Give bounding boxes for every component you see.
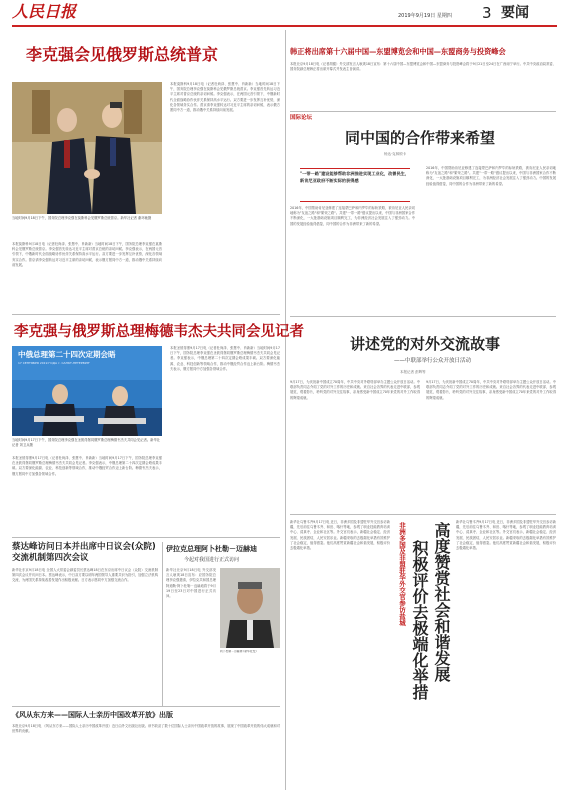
masthead-rule bbox=[12, 25, 557, 27]
press-conference-photo bbox=[12, 346, 162, 436]
article-b3-body-left: 9月17日，为庆祝新中国成立70周年，中共中央对外联络部举办主题公众开放日活动。中联部负责同志介绍了党的对外工作的历史和成就。来自社会各界的代表走进中联部，参观展览，观看影片，聆听党的对外交往故事，亲身感受新中国成立70年来党的对外工作取得的辉煌成就。 bbox=[290, 380, 420, 400]
section-name: 要闻 bbox=[501, 5, 529, 21]
article-b1-headline: 韩正将出席第十六届中国—东盟博览会和中国—东盟商务与投资峰会 bbox=[290, 47, 506, 56]
article-b4-body-right: 新华社乌鲁木齐9月17日电 近日，非洲多国及非盟驻华外交官参访新疆，先后前往乌鲁木齐、和田、喀什等地，参观了职业技能教育培训中心、清真寺、企业和社区等。外交官们表示，新疆社会稳定、经济发展、民族团结，人民安居乐业。新疆采取的去极端化举措有效维护了社会稳定，值得借鉴。他们高度赞赏新疆社会和谐发展，积极评价去极端化举措。 bbox=[456, 520, 556, 551]
article-4-caption: 阿卜杜勒－迈赫迪 (新华社发) bbox=[220, 650, 257, 653]
article-1-caption: 当地时间9月18日下午，国务院总理李克强在莫斯科会见俄罗斯总统普京。新华社记者 谢环驰摄 bbox=[12, 216, 152, 220]
article-2-headline: 李克强与俄罗斯总理梅德韦杰夫共同会见记者 bbox=[14, 324, 304, 340]
article-4-body: 新华社北京9月18日电 外交部发言人耿爽18日宣布：应国务院总理李克强邀请，伊拉克共和国总理阿迪勒·阿卜杜勒－迈赫迪将于9月19日至23日对中国进行正式访问。 bbox=[166, 568, 216, 599]
article-b4-side-label: 非洲多国及非盟驻华外交官参访盐城 bbox=[398, 522, 406, 626]
article-b2-headline: 同中国的合作带来希望 bbox=[345, 129, 496, 147]
article-1-body-left: 本报莫斯科9月18日电（记者杜尚泽、张慧中、肖新新）当地时间18日下午，国务院总理李克强在莫斯科会见俄罗斯总统普京。李克强首先转达习近平主席对普京总统的亲切问候。李克强表示，在两国元首引领下，中俄新时代全面战略协作伙伴关系保持高水平运行。双方要进一步发挥互补优势，深化各领域务实合作。普京请李克强转达对习近平主席的亲切问候，表示俄方愿同中方一道，推动俄中关系持续向前发展。 bbox=[12, 242, 162, 267]
divider bbox=[162, 542, 163, 706]
article-1-body-right: 本报莫斯科9月18日电（记者杜尚泽、张慧中、肖新新）当地时间18日下午，国务院总理李克强在莫斯科会见俄罗斯总统普京。李克强首先转达习近平主席对普京总统的亲切问候。李克强表示，在两国元首引领下，中俄新时代全面战略协作伙伴关系保持高水平运行。双方要进一步发挥互补优势，深化各领域务实合作。普京请李克强转达对习近平主席的亲切问候，表示俄方愿同中方一道，推动俄中关系持续向前发展。 bbox=[170, 82, 280, 113]
backdrop-title: 中俄总理第二十四次定期会晤 bbox=[18, 350, 116, 359]
article-b4-headline-2: 积极评价去极端化举措 bbox=[410, 540, 429, 700]
divider bbox=[290, 111, 556, 112]
article-b2-body-right: 2016年，中国帮助肯尼亚修建了连接蒙巴萨和内罗毕的标轨铁路，被肯尼亚人民亲切地称为"友谊之路"和"繁荣之路"。共建"一带一路"倡议提出以来，中国与非洲国家合作不断深化，一大批基础设施项目顺利完工，为非洲经济社会发展注入了强劲动力。中国的发展经验值得借鉴，同中国的合作为非洲带来了新的希望。 bbox=[426, 166, 556, 186]
article-4-photo bbox=[220, 568, 280, 648]
divider bbox=[12, 537, 280, 538]
article-1-headline: 李克强会见俄罗斯总统普京 bbox=[26, 45, 219, 64]
page-number: 3 bbox=[482, 4, 492, 22]
divider bbox=[12, 706, 280, 707]
issue-date: 2019年9月19日 星期四 bbox=[398, 13, 452, 19]
article-2-photo bbox=[12, 346, 162, 436]
article-b3-headline: 讲述党的对外交流故事 bbox=[350, 335, 501, 353]
article-b3-body-right: 9月17日，为庆祝新中国成立70周年，中共中央对外联络部举办主题公众开放日活动。中联部负责同志介绍了党的对外工作的历史和成就。来自社会各界的代表走进中联部，参观展览，观看影片，聆听党的对外交往故事，亲身感受新中国成立70年来党的对外工作取得的辉煌成就。 bbox=[426, 380, 556, 400]
portrait-photo bbox=[220, 568, 280, 648]
article-1-photo bbox=[12, 82, 162, 214]
backdrop-subtitle: 17 СЕНТЯБРЯ 2019 ГОДА г. САНКТ-ПЕТЕРБУРГ bbox=[18, 361, 91, 365]
article-5-headline: 《风从东方来——国际人士亲历中国改革开放》出版 bbox=[12, 711, 173, 719]
newspaper-logo: 人民日报 bbox=[12, 2, 77, 21]
article-2-caption: 当地时间9月17日下午，国务院总理李克强在圣彼得堡同俄罗斯总理梅德韦杰夫共同会见记者。新华社记者 刘卫兵摄 bbox=[12, 438, 161, 447]
article-b2-quote: "一带一路"建设能够帮助非洲推进实现工业化，改善民生，新肯尼亚政府不断实际的获得感 bbox=[300, 168, 410, 202]
divider bbox=[290, 514, 556, 515]
article-b4-headline-1: 高度赞赏社会和谐发展 bbox=[432, 522, 451, 682]
article-b2-body-left: 2016年，中国帮助肯尼亚修建了连接蒙巴萨和内罗毕的标轨铁路，被肯尼亚人民亲切地称为"友谊之路"和"繁荣之路"。共建"一带一路"倡议提出以来，中国与非洲国家合作不断深化，一大批基础设施项目顺利完工，为非洲经济社会发展注入了强劲动力。中国的发展经验值得借鉴，同中国的合作为非洲带来了新的希望。 bbox=[290, 206, 415, 226]
article-2-body-right: 本报圣彼得堡9月17日电（记者杜尚泽、张慧中、肖新新）当地时间9月17日下午，国务院总理李克强在圣彼得堡同俄罗斯总理梅德韦杰夫共同会见记者。李克强表示，中俄总理第二十四次定期会晤成果丰硕。双方要深化能源、农业、科技创新等领域合作，推动中俄经贸合作迈上新台阶。梅德韦杰夫表示，俄方愿同中方加强各领域合作。 bbox=[170, 346, 280, 371]
article-5-body: 本报北京9月18日电 《风从东方来——国际人士亲历中国改革开放》近日由外文出版社出版。该书收录了数十位国际人士亲历中国改革开放的故事，展现了中国改革开放的伟大成就和对世界的贡献。 bbox=[12, 724, 280, 734]
masthead bbox=[0, 0, 566, 26]
article-b3-subhead: ——中联部举行公众开放日活动 bbox=[394, 358, 472, 364]
divider bbox=[290, 316, 556, 317]
article-3-headline: 蔡达峰访问日本并出席中日议会(众院)交流机制第四次会议 bbox=[12, 542, 156, 563]
article-3-body: 新华社东京9月18日电 全国人大常委会副委员长蔡达峰18日在东京出席中日议会（众院）交流机制第四次会议并访问日本。蔡达峰表示，中日双方要以明年两国领导人重要共识为指引，加强立法机构交流，为两国关系持续改善发展作出积极贡献。日方表示愿同中方加强交流合作。 bbox=[12, 568, 158, 583]
handshake-photo bbox=[12, 82, 162, 214]
article-4-headline: 伊拉克总理阿卜杜勒－迈赫迪 bbox=[166, 545, 257, 553]
article-b3-byline: 本报记者 彭辉等 bbox=[400, 370, 426, 374]
article-b2-byline: 杨达·克林顿卡 bbox=[384, 152, 407, 156]
column-divider bbox=[285, 30, 286, 790]
article-b4-body-left: 新华社乌鲁木齐9月17日电 近日，非洲多国及非盟驻华外交官参访新疆，先后前往乌鲁木齐、和田、喀什等地，参观了职业技能教育培训中心、清真寺、企业和社区等。外交官们表示，新疆社会稳定、经济发展、民族团结，人民安居乐业。新疆采取的去极端化举措有效维护了社会稳定，值得借鉴。他们高度赞赏新疆社会和谐发展，积极评价去极端化举措。 bbox=[290, 520, 390, 551]
article-4-subhead: 今起对我国进行正式访问 bbox=[184, 557, 240, 563]
article-b1-body: 本报北京9月18日电（记者胡健）外交部发言人耿爽18日宣布：第十六届中国—东盟博览会和中国—东盟商务与投资峰会将于9月21日至24日在广西南宁举行。中共中央政治局常委、国务院副总理韩正将出席开幕式并发表主旨演讲。 bbox=[290, 62, 556, 72]
divider bbox=[12, 314, 280, 315]
article-2-body-left: 本报圣彼得堡9月17日电（记者杜尚泽、张慧中、肖新新）当地时间9月17日下午，国务院总理李克强在圣彼得堡同俄罗斯总理梅德韦杰夫共同会见记者。李克强表示，中俄总理第二十四次定期会晤成果丰硕。双方要深化能源、农业、科技创新等领域合作，推动中俄经贸合作迈上新台阶。梅德韦杰夫表示，俄方愿同中方加强各领域合作。 bbox=[12, 456, 162, 476]
column-label: 国际论坛 bbox=[290, 115, 313, 121]
